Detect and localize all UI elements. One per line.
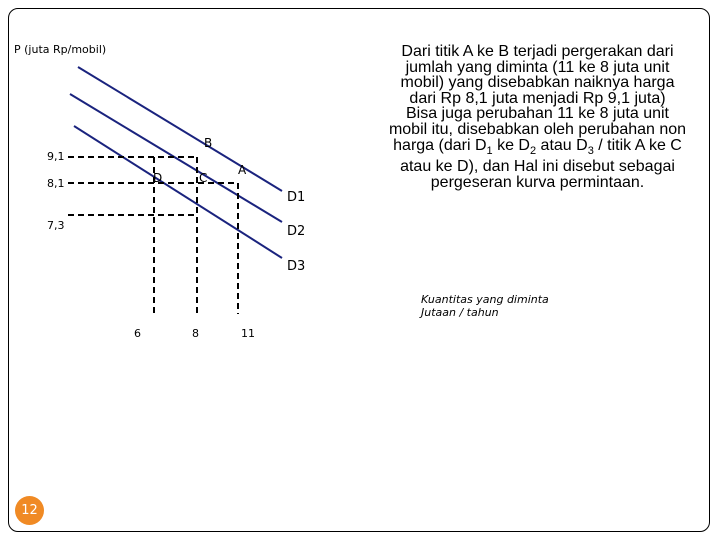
desc-p2-part-d: / titik A ke C atau ke D), dan Hal ini disebut sebagai pergeseran kurva permintaan.	[400, 136, 682, 191]
desc-p2-part-c: atau D	[536, 136, 588, 154]
x-tick-6: 6	[134, 327, 141, 340]
description-paragraph-1: Dari titik A ke B terjadi pergerakan dari jumlah yang diminta (11 ke 8 juta unit mobil) yang disebabkan naiknya harga dari Rp 8,1 juta menjadi Rp 9,1 juta)	[400, 43, 675, 107]
x-axis-label	[421, 293, 549, 319]
y-tick-9-1: 9,1	[47, 150, 65, 163]
page-number-badge: 12	[15, 496, 44, 525]
desc-p2-sub-3: 3	[587, 144, 594, 157]
description-paragraph-2	[385, 106, 690, 190]
point-a-label: A	[238, 163, 247, 177]
y-tick-7-3: 7,3	[47, 219, 65, 232]
curve-label-d2: D2	[287, 224, 306, 239]
x-tick-8: 8	[192, 327, 199, 340]
x-tick-11: 11	[241, 327, 255, 340]
desc-p2-part-a: Bisa juga perubahan 11 ke 8 juta unit mobil itu, disebabkan oleh perubahan non harga (dari D	[388, 105, 687, 154]
demand-curve-d1	[78, 67, 282, 191]
curve-label-d3: D3	[287, 259, 306, 274]
point-b-label: B	[204, 136, 213, 150]
demand-curve-d3	[74, 126, 282, 258]
point-d-label: D	[153, 171, 163, 185]
point-c-label: C	[199, 171, 208, 185]
curve-label-d1: D1	[287, 190, 306, 205]
description-text	[385, 44, 690, 191]
desc-p2-sub-2: 2	[529, 144, 537, 157]
y-axis-label: P (juta Rp/mobil)	[14, 43, 107, 56]
x-axis-label-line1: Kuantitas yang diminta	[421, 293, 549, 306]
desc-p2-part-b: ke D	[492, 136, 530, 154]
x-axis-label-line2: Jutaan / tahun	[421, 306, 499, 319]
y-tick-8-1: 8,1	[47, 177, 65, 190]
desc-p2-sub-1: 1	[486, 144, 493, 157]
